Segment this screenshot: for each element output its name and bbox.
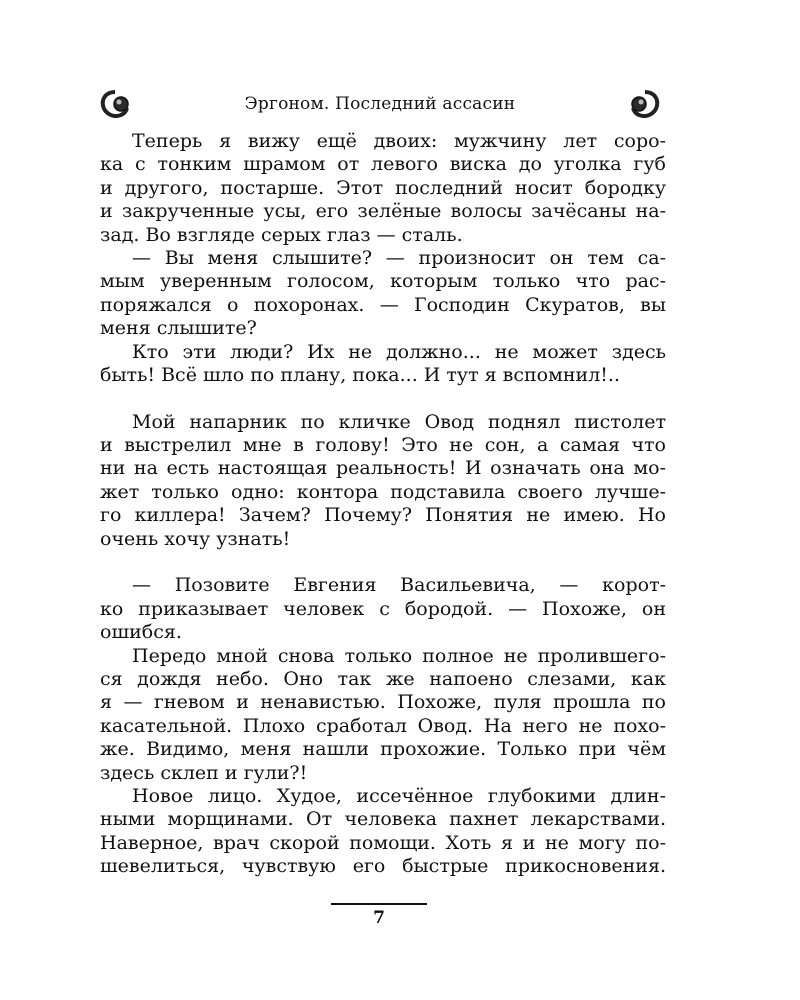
text-line: ными морщинами. От человека пахнет лекарствами. [100, 808, 666, 831]
text-line: ка с тонким шрамом от левого виска до уголка губ [100, 153, 666, 176]
text-line: Кто эти люди? Их не должно... не может здесь [132, 340, 666, 363]
text-line: Теперь я вижу ещё двоих: мужчину лет соро- [132, 130, 666, 152]
text-line: Передо мной снова только полное не пролившего- [132, 644, 666, 667]
text-line: я — гневом и ненавистью. Похоже, пуля прошла по [100, 691, 666, 714]
text-line: Новое лицо. Худое, иссечённое глубокими длин- [132, 784, 666, 807]
text-line: — Вы меня слышите? — произносит он тем са- [132, 246, 666, 269]
text-line: и закрученные усы, его зелёные волосы зачёсаны на- [100, 200, 666, 223]
text-line: здесь склеп и гули?! [100, 761, 308, 784]
text-line: ни на есть настоящая реальность! И означать она мо- [100, 457, 666, 480]
text-line: ошибся. [100, 621, 182, 644]
header-title: Эргоном. Последний ассасин [244, 94, 516, 114]
text-line: же. Видимо, меня нашли прохожие. Только при чём [100, 738, 666, 761]
text-line: шевелиться, чувствую его быстрые прикосновения. [100, 855, 666, 878]
text-line: Наверное, врач скорой помощи. Хоть я и не могу по- [100, 831, 666, 854]
text-line: и другого, постарше. Этот последний носит бородку [100, 176, 666, 199]
page-text [100, 130, 666, 879]
text-line: — Позовите Евгения Васильевича, — корот- [132, 574, 666, 597]
page-number: 7 [373, 908, 385, 928]
text-line: поряжался о похоронах. — Господин Скуратов, вы [100, 293, 666, 316]
text-line: и выстрелил мне в голову! Это не сон, а самая что [100, 434, 666, 457]
text-line: ся дождя небо. Оно так же напоено слезами, как [100, 667, 666, 690]
text-line: ко приказывает человек с бородой. — Похоже, он [100, 597, 666, 620]
text-line: Мой напарник по кличке Овод поднял пистолет [132, 410, 666, 433]
text-line: очень хочу узнать! [100, 527, 291, 550]
text-line: мым уверенным голосом, которым только что рас- [100, 270, 666, 293]
text-line: касательной. Плохо сработал Овод. На него не похо- [100, 714, 666, 737]
text-line: го киллера! Зачем? Почему? Понятия не имею. Но [100, 504, 666, 527]
section-gap [100, 387, 666, 410]
text-line: зад. Во взгляде серых глаз — сталь. [100, 223, 463, 246]
text-line: быть! Всё шло по плану, пока... И тут я вспомнил!.. [100, 363, 620, 386]
text-line: меня слышите? [100, 317, 257, 340]
text-line: жет только одно: контора подставила своего лучше- [100, 480, 666, 503]
ornament-right-icon [555, 86, 665, 122]
section-gap [100, 551, 666, 574]
running-header [95, 80, 665, 128]
footer-rule [331, 903, 427, 905]
